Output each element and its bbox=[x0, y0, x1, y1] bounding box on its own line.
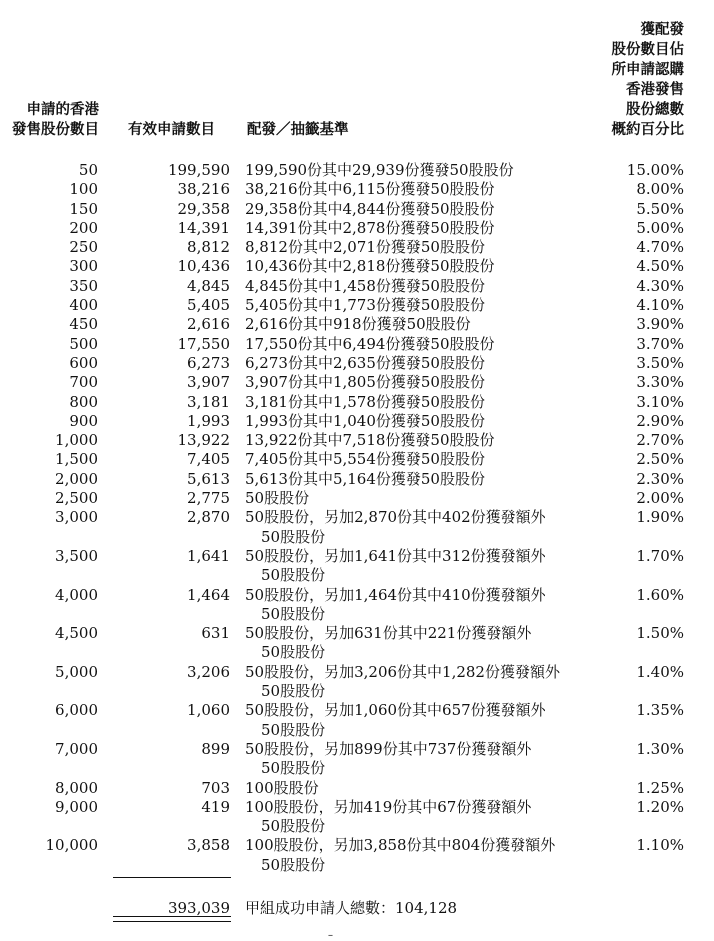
percentage-cell: 3.90% bbox=[636, 315, 684, 334]
valid-applications-cell: 38,216 bbox=[177, 180, 230, 199]
percentage-cell: 5.00% bbox=[636, 218, 684, 237]
basis-line: 5,613份其中5,164份獲發50股股份 bbox=[245, 469, 485, 488]
shares-applied-cell: 6,000 bbox=[55, 701, 98, 720]
valid-applications-cell: 6,273 bbox=[187, 353, 230, 372]
valid-applications-cell: 7,405 bbox=[187, 450, 230, 469]
valid-applications-cell: 1,641 bbox=[187, 546, 230, 565]
shares-applied-cell: 4,500 bbox=[55, 624, 98, 643]
percentage-cell: 3.30% bbox=[636, 373, 684, 392]
percentage-cell: 3.50% bbox=[636, 353, 684, 372]
percentage-cell: 8.00% bbox=[636, 180, 684, 199]
table-row bbox=[0, 238, 714, 257]
shares-applied-cell: 3,000 bbox=[55, 508, 98, 527]
valid-applications-cell: 899 bbox=[201, 739, 230, 758]
allocation-basis-cell bbox=[245, 200, 495, 219]
basis-line: 100股股份，另加419份其中67份獲發額外 bbox=[245, 797, 532, 816]
shares-applied-cell: 100 bbox=[69, 180, 98, 199]
percentage-cell: 1.70% bbox=[636, 546, 684, 565]
percentage-cell: 1.20% bbox=[636, 797, 684, 816]
basis-line-2: 50股股份 bbox=[261, 817, 326, 836]
table-row bbox=[0, 450, 714, 469]
table-row bbox=[0, 296, 714, 315]
percentage-cell: 4.70% bbox=[636, 238, 684, 257]
basis-line: 8,812份其中2,071份獲發50股股份 bbox=[245, 238, 485, 257]
allocation-basis-cell bbox=[245, 836, 555, 875]
valid-applications-cell: 5,613 bbox=[187, 469, 230, 488]
table-row bbox=[0, 180, 714, 199]
total-successful-applicants: 甲組成功申請人總數：104,128 bbox=[245, 899, 458, 917]
valid-applications-cell: 1,060 bbox=[187, 701, 230, 720]
allocation-table bbox=[0, 161, 714, 875]
allocation-basis-cell bbox=[245, 219, 495, 238]
valid-applications-cell: 1,993 bbox=[187, 411, 230, 430]
valid-applications-cell: 13,922 bbox=[177, 431, 230, 450]
table-row bbox=[0, 624, 714, 663]
percentage-cell: 4.50% bbox=[636, 257, 684, 276]
basis-line: 199,590份其中29,939份獲發50股股份 bbox=[245, 161, 514, 179]
table-row bbox=[0, 219, 714, 238]
allocation-basis-cell bbox=[245, 161, 514, 180]
basis-line: 100股股份，另加3,858份其中804份獲發額外 bbox=[245, 836, 556, 855]
shares-applied-cell: 450 bbox=[69, 315, 98, 334]
valid-applications-cell: 8,812 bbox=[187, 238, 230, 257]
basis-line: 50股股份 bbox=[245, 489, 310, 508]
valid-applications-cell: 1,464 bbox=[187, 585, 230, 604]
valid-applications-cell: 17,550 bbox=[177, 334, 230, 353]
allocation-basis-cell bbox=[245, 412, 485, 431]
percentage-cell: 1.10% bbox=[636, 836, 684, 855]
valid-applications-cell: 4,845 bbox=[187, 276, 230, 295]
basis-line: 50股股份，另加1,464份其中410份獲發額外 bbox=[245, 585, 546, 604]
percentage-cell: 5.50% bbox=[636, 199, 684, 218]
percentage-cell: 1.35% bbox=[636, 701, 684, 720]
shares-applied-cell: 250 bbox=[69, 238, 98, 257]
valid-applications-cell: 29,358 bbox=[177, 199, 230, 218]
allocation-basis-cell bbox=[245, 663, 560, 702]
valid-applications-cell: 631 bbox=[201, 624, 230, 643]
basis-line-2: 50股股份 bbox=[261, 855, 326, 874]
shares-applied-cell: 10,000 bbox=[45, 836, 98, 855]
shares-applied-cell: 7,000 bbox=[55, 739, 98, 758]
basis-line: 3,907份其中1,805份獲發50股股份 bbox=[245, 373, 485, 392]
shares-applied-cell: 50 bbox=[78, 161, 98, 179]
shares-applied-cell: 400 bbox=[69, 296, 98, 315]
percentage-cell: 2.70% bbox=[636, 431, 684, 450]
table-row bbox=[0, 586, 714, 625]
header-line: 概約百分比 bbox=[611, 122, 684, 138]
basis-line: 50股股份，另加899份其中737份獲發額外 bbox=[245, 739, 532, 758]
allocation-basis-cell bbox=[245, 779, 319, 798]
header-approx-percentage bbox=[590, 20, 684, 140]
header-line: 股份數目佔 bbox=[611, 42, 684, 58]
basis-line: 100股股份 bbox=[245, 778, 319, 797]
table-row bbox=[0, 663, 714, 702]
percentage-cell: 2.50% bbox=[636, 450, 684, 469]
allocation-basis-cell bbox=[245, 238, 485, 257]
table-row bbox=[0, 315, 714, 334]
percentage-cell: 15.00% bbox=[626, 161, 684, 179]
basis-line-2: 50股股份 bbox=[261, 759, 326, 778]
allocation-basis-cell bbox=[245, 354, 485, 373]
valid-applications-cell: 14,391 bbox=[177, 218, 230, 237]
allocation-basis-cell bbox=[245, 315, 471, 334]
allocation-basis-cell bbox=[245, 393, 485, 412]
shares-applied-cell: 3,500 bbox=[55, 546, 98, 565]
basis-line-2: 50股股份 bbox=[261, 566, 326, 585]
allocation-basis-cell bbox=[245, 431, 495, 450]
page-footer-mark: – bbox=[328, 930, 333, 941]
basis-line: 50股股份，另加2,870份其中402份獲發額外 bbox=[245, 508, 546, 527]
basis-line-2: 50股股份 bbox=[261, 720, 326, 739]
allocation-basis-cell bbox=[245, 547, 546, 586]
basis-line: 14,391份其中2,878份獲發50股股份 bbox=[245, 218, 495, 237]
allocation-basis-cell bbox=[245, 470, 485, 489]
table-row bbox=[0, 489, 714, 508]
allocation-basis-cell bbox=[245, 701, 546, 740]
valid-applications-cell: 3,858 bbox=[187, 836, 230, 855]
subtotal-rule bbox=[113, 877, 231, 878]
allocation-basis-cell bbox=[245, 489, 309, 508]
table-row bbox=[0, 779, 714, 798]
table-row bbox=[0, 431, 714, 450]
table-row bbox=[0, 277, 714, 296]
header-valid-applications: 有效申請數目 bbox=[128, 122, 215, 138]
valid-applications-cell: 5,405 bbox=[187, 296, 230, 315]
total-applications: 393,039 bbox=[167, 899, 230, 917]
allocation-basis-cell bbox=[245, 373, 485, 392]
basis-line: 50股股份，另加631份其中221份獲發額外 bbox=[245, 624, 532, 643]
allocation-basis-cell bbox=[245, 586, 546, 625]
table-row bbox=[0, 257, 714, 276]
basis-line: 1,993份其中1,040份獲發50股股份 bbox=[245, 411, 485, 430]
shares-applied-cell: 2,500 bbox=[55, 489, 98, 508]
table-row bbox=[0, 508, 714, 547]
valid-applications-cell: 10,436 bbox=[177, 257, 230, 276]
table-row bbox=[0, 547, 714, 586]
table-row bbox=[0, 470, 714, 489]
basis-line: 5,405份其中1,773份獲發50股股份 bbox=[245, 296, 485, 315]
basis-line-2: 50股股份 bbox=[261, 643, 326, 662]
double-rule bbox=[113, 916, 231, 922]
table-row bbox=[0, 740, 714, 779]
percentage-cell: 1.60% bbox=[636, 585, 684, 604]
valid-applications-cell: 3,181 bbox=[187, 392, 230, 411]
basis-line: 4,845份其中1,458份獲發50股股份 bbox=[245, 276, 485, 295]
valid-applications-cell: 3,206 bbox=[187, 662, 230, 681]
shares-applied-cell: 600 bbox=[69, 353, 98, 372]
percentage-cell: 4.30% bbox=[636, 276, 684, 295]
header-line: 股份總數 bbox=[626, 102, 684, 118]
shares-applied-cell: 800 bbox=[69, 392, 98, 411]
percentage-cell: 3.10% bbox=[636, 392, 684, 411]
shares-applied-cell: 200 bbox=[69, 218, 98, 237]
basis-line: 50股股份，另加1,641份其中312份獲發額外 bbox=[245, 546, 546, 565]
shares-applied-cell: 300 bbox=[69, 257, 98, 276]
percentage-cell: 2.90% bbox=[636, 411, 684, 430]
table-row bbox=[0, 412, 714, 431]
allocation-basis-cell bbox=[245, 296, 485, 315]
header-line: 申請的香港 bbox=[26, 102, 99, 118]
header-line: 發售股份數目 bbox=[12, 122, 99, 138]
valid-applications-cell: 419 bbox=[201, 797, 230, 816]
table-row bbox=[0, 354, 714, 373]
table-row bbox=[0, 798, 714, 837]
basis-line-2: 50股股份 bbox=[261, 682, 326, 701]
header-line: 香港發售 bbox=[626, 82, 684, 98]
allocation-basis-cell bbox=[245, 257, 495, 276]
allocation-basis-cell bbox=[245, 277, 485, 296]
basis-line: 3,181份其中1,578份獲發50股股份 bbox=[245, 392, 485, 411]
table-row bbox=[0, 393, 714, 412]
shares-applied-cell: 2,000 bbox=[55, 469, 98, 488]
allocation-basis-cell bbox=[245, 335, 495, 354]
table-row bbox=[0, 335, 714, 354]
percentage-cell: 3.70% bbox=[636, 334, 684, 353]
header-line: 所申請認購 bbox=[611, 62, 684, 78]
shares-applied-cell: 1,500 bbox=[55, 450, 98, 469]
percentage-cell: 1.25% bbox=[636, 778, 684, 797]
basis-line: 50股股份，另加1,060份其中657份獲發額外 bbox=[245, 701, 546, 720]
valid-applications-cell: 2,870 bbox=[187, 508, 230, 527]
allocation-basis-cell bbox=[245, 624, 531, 663]
table-row bbox=[0, 701, 714, 740]
valid-applications-cell: 703 bbox=[201, 778, 230, 797]
basis-line-2: 50股股份 bbox=[261, 527, 326, 546]
percentage-cell: 2.30% bbox=[636, 469, 684, 488]
header-shares-applied bbox=[0, 100, 99, 140]
header-allocation-basis: 配發／抽籤基準 bbox=[247, 122, 349, 138]
shares-applied-cell: 8,000 bbox=[55, 778, 98, 797]
shares-applied-cell: 4,000 bbox=[55, 585, 98, 604]
basis-line: 6,273份其中2,635份獲發50股股份 bbox=[245, 353, 485, 372]
shares-applied-cell: 500 bbox=[69, 334, 98, 353]
basis-line-2: 50股股份 bbox=[261, 604, 326, 623]
allocation-basis-cell bbox=[245, 508, 546, 547]
shares-applied-cell: 700 bbox=[69, 373, 98, 392]
allocation-basis-cell bbox=[245, 798, 531, 837]
valid-applications-cell: 199,590 bbox=[167, 161, 230, 179]
shares-applied-cell: 5,000 bbox=[55, 662, 98, 681]
table-row bbox=[0, 161, 714, 180]
shares-applied-cell: 1,000 bbox=[55, 431, 98, 450]
basis-line: 29,358份其中4,844份獲發50股股份 bbox=[245, 199, 495, 218]
basis-line: 38,216份其中6,115份獲發50股股份 bbox=[245, 180, 495, 199]
allocation-basis-cell bbox=[245, 740, 531, 779]
shares-applied-cell: 9,000 bbox=[55, 797, 98, 816]
shares-applied-cell: 900 bbox=[69, 411, 98, 430]
percentage-cell: 1.50% bbox=[636, 624, 684, 643]
valid-applications-cell: 2,775 bbox=[187, 489, 230, 508]
allocation-basis-cell bbox=[245, 450, 485, 469]
percentage-cell: 2.00% bbox=[636, 489, 684, 508]
basis-line: 13,922份其中7,518份獲發50股股份 bbox=[245, 431, 495, 450]
shares-applied-cell: 350 bbox=[69, 276, 98, 295]
basis-line: 10,436份其中2,818份獲發50股股份 bbox=[245, 257, 495, 276]
table-row bbox=[0, 200, 714, 219]
basis-line: 2,616份其中918份獲發50股股份 bbox=[245, 315, 471, 334]
percentage-cell: 1.30% bbox=[636, 739, 684, 758]
basis-line: 50股股份，另加3,206份其中1,282份獲發額外 bbox=[245, 662, 560, 681]
allocation-basis-cell bbox=[245, 180, 495, 199]
valid-applications-cell: 3,907 bbox=[187, 373, 230, 392]
percentage-cell: 4.10% bbox=[636, 296, 684, 315]
table-row bbox=[0, 836, 714, 875]
shares-applied-cell: 150 bbox=[69, 199, 98, 218]
percentage-cell: 1.90% bbox=[636, 508, 684, 527]
basis-line: 7,405份其中5,554份獲發50股股份 bbox=[245, 450, 485, 469]
basis-line: 17,550份其中6,494份獲發50股股份 bbox=[245, 334, 495, 353]
valid-applications-cell: 2,616 bbox=[187, 315, 230, 334]
header-line: 獲配發 bbox=[640, 22, 684, 38]
percentage-cell: 1.40% bbox=[636, 662, 684, 681]
table-row bbox=[0, 373, 714, 392]
